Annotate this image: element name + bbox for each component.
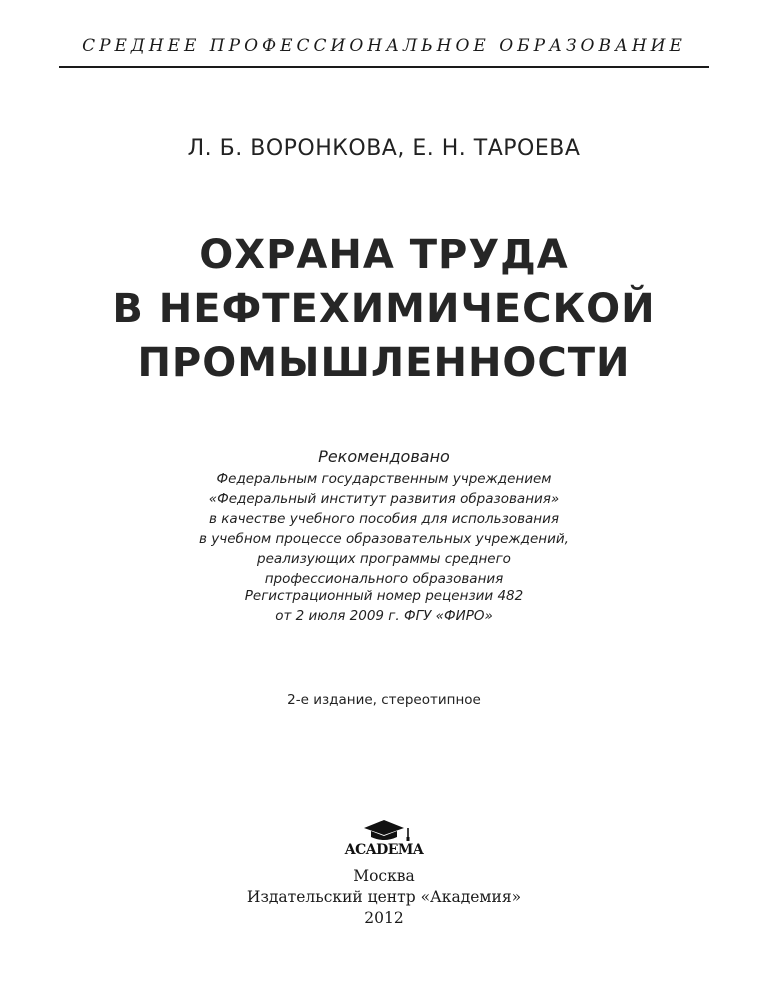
recommendation-heading: Рекомендовано xyxy=(318,447,450,466)
authors: Л. Б. ВОРОНКОВА, Е. Н. ТАРОЕВА xyxy=(187,136,581,161)
book-title-line-1: ОХРАНА ТРУДА xyxy=(199,232,569,278)
publisher-logo xyxy=(334,818,434,860)
publication-year: 2012 xyxy=(364,909,404,927)
book-title-line-2: В НЕФТЕХИМИЧЕСКОЙ xyxy=(112,286,656,332)
graduation-cap-icon xyxy=(334,818,434,844)
imprint xyxy=(0,866,768,929)
recommendation-line: профессионального образования xyxy=(264,571,504,587)
recommendation-line: «Федеральный институт развития образования» xyxy=(208,491,560,507)
recommendation-line: реализующих программы среднего xyxy=(257,551,511,567)
series-divider xyxy=(59,66,709,68)
recommendation-line: в качестве учебного пособия для использования xyxy=(208,511,560,527)
book-title-line-3: ПРОМЫШЛЕННОСТИ xyxy=(137,340,631,386)
book-title xyxy=(0,228,768,390)
recommendation-block xyxy=(0,445,768,589)
recommendation-line: в учебном процессе образовательных учреждений, xyxy=(199,531,569,547)
edition-note: 2-е издание, стереотипное xyxy=(287,692,481,708)
publisher-name: Издательский центр «Академия» xyxy=(246,888,522,906)
publisher-logo-text: ACADEMA xyxy=(344,842,424,858)
recommendation-line: Федеральным государственным учреждением xyxy=(216,471,552,487)
registration-line: Регистрационный номер рецензии 482 xyxy=(244,588,524,604)
recommendation-text xyxy=(0,469,768,589)
series-title: СРЕДНЕЕ ПРОФЕССИОНАЛЬНОЕ ОБРАЗОВАНИЕ xyxy=(82,36,686,56)
registration-line: от 2 июля 2009 г. ФГУ «ФИРО» xyxy=(275,608,493,624)
publisher-city: Москва xyxy=(353,867,415,885)
registration-block xyxy=(0,586,768,626)
